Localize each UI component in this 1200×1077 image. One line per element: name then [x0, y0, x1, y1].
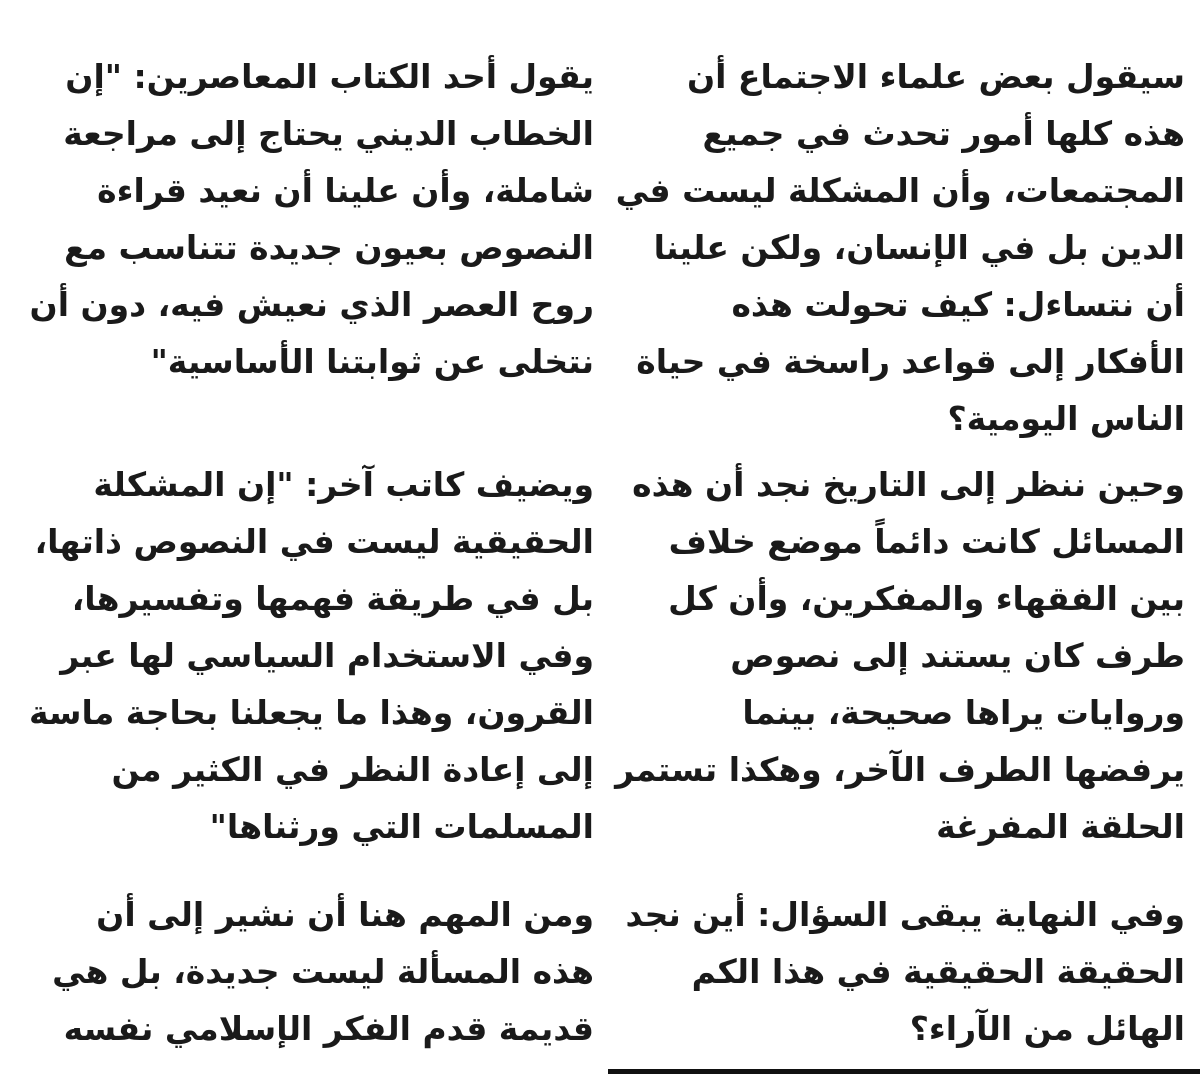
right-text-column: [615, 48, 1185, 1057]
left-text-column: [28, 48, 594, 1057]
left-paragraph-3: ومن المهم هنا أن نشير إلى أن هذه المسألة ليست جديدة، بل هي قديمة قدم الفكر الإسلامي نفسه: [52, 895, 594, 1048]
left-paragraph-1: يقول أحد الكتاب المعاصرين: "إن الخطاب الديني يحتاج إلى مراجعة شاملة، وأن علينا أن نعيد قراءة النصوص بعيون جديدة تتناسب مع روح العصر الذي نعيش فيه، دون أن نتخلى عن ثوابتنا الأساسية": [29, 57, 594, 381]
right-paragraph-2: وحين ننظر إلى التاريخ نجد أن هذه المسائل كانت دائماً موضع خلاف بين الفقهاء والمفكرين، وأن كل طرف كان يستند إلى نصوص وروايات يراها صحيحة، بينما يرفضها الطرف الآخر، وهكذا تستمر الحلقة المفرغة: [615, 465, 1185, 846]
bottom-divider-line: [608, 1069, 1200, 1074]
left-paragraph-2: ويضيف كاتب آخر: "إن المشكلة الحقيقية ليست في النصوص ذاتها، بل في طريقة فهمها وتفسيرها، وفي الاستخدام السياسي لها عبر القرون، وهذا ما يجعلنا بحاجة ماسة إلى إعادة النظر في الكثير من المسلمات التي ورثناها": [28, 465, 594, 846]
right-paragraph-3: وفي النهاية يبقى السؤال: أين نجد الحقيقة الحقيقية في هذا الكم الهائل من الآراء؟: [625, 895, 1185, 1048]
right-paragraph-1: سيقول بعض علماء الاجتماع أن هذه كلها أمور تحدث في جميع المجتمعات، وأن المشكلة ليست في الدين بل في الإنسان، ولكن علينا أن نتساءل: كيف تحولت هذه الأفكار إلى قواعد راسخة في حياة الناس اليومية؟: [615, 57, 1185, 438]
